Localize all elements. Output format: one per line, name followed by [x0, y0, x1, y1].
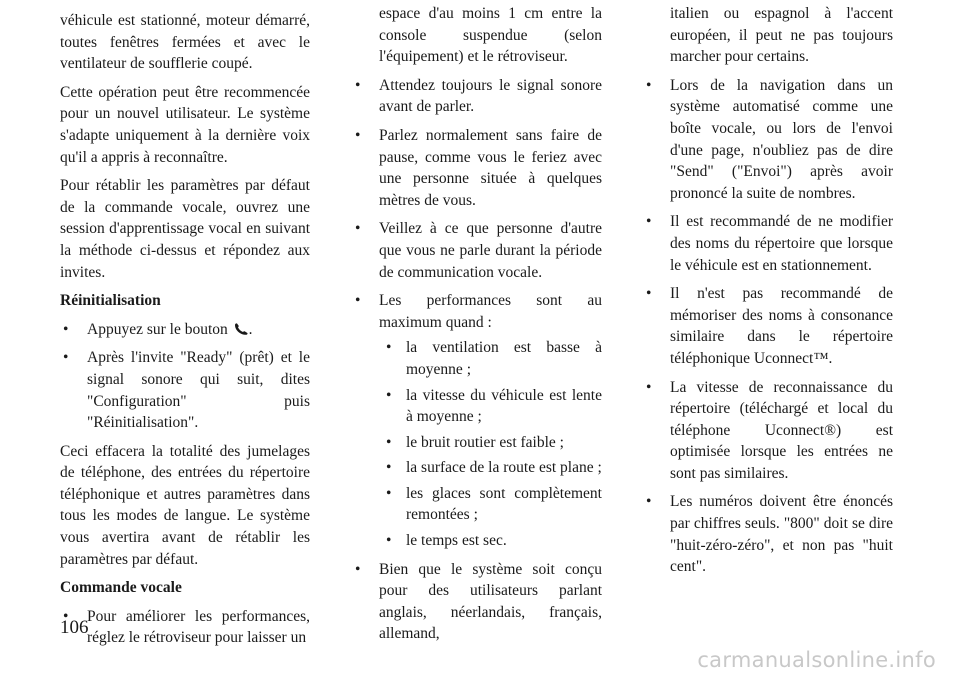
- list-item-text: Les performances sont au maximum quand :: [379, 292, 602, 331]
- list-item: • Les numéros doivent être énoncés par chiffres seuls. "800" doit se dire "huit-zéro-zéro", et non pas "huit cent".: [643, 491, 893, 577]
- phone-icon: [234, 320, 249, 332]
- sublist-item: • le temps est sec.: [379, 530, 602, 552]
- list-item: • Attendez toujours le signal sonore avant de parler.: [352, 75, 602, 118]
- sublist-item: • la vitesse du véhicule est lente à moyenne ;: [379, 385, 602, 428]
- page-number: 106: [60, 617, 89, 638]
- watermark: carmanualsonline.info: [697, 648, 936, 672]
- sublist-item: • les glaces sont complètement remontées ;: [379, 483, 602, 526]
- column-3: [643, 5, 893, 585]
- list-item: • Veillez à ce que personne d'autre que vous ne parle durant la période de communication vocale.: [352, 218, 602, 283]
- paragraph: Pour rétablir les paramètres par défaut de la commande vocale, ouvrez une session d'apprentissage vocal en suivant la méthode ci-dessus et répondez aux invites.: [60, 177, 310, 281]
- sublist-item: • la surface de la route est plane ;: [379, 457, 602, 479]
- section-heading-voice-command: Commande vocale: [60, 579, 182, 597]
- reset-steps-list: [60, 319, 310, 434]
- list-item-text: Appuyez sur le bouton: [87, 320, 228, 338]
- list-item: [352, 290, 602, 552]
- list-item: • La vitesse de reconnaissance du répertoire (téléchargé et local du téléphone Uconnect®) est optimisée lorsque les entrées ne sont pas similaires.: [643, 377, 893, 485]
- column-1: [60, 10, 310, 656]
- list-item: • Bien que le système soit conçu pour des utilisateurs parlant anglais, néerlandais, français, allemand,: [352, 559, 602, 645]
- sublist-item: • la ventilation est basse à moyenne ;: [379, 337, 602, 380]
- list-item: • Il est recommandé de ne modifier des noms du répertoire que lorsque le véhicule est en stationnement.: [643, 211, 893, 276]
- list-item-continuation: italien ou espagnol à l'accent européen, il peut ne pas toujours marcher pour certains.: [670, 5, 893, 66]
- list-item: • Parlez normalement sans faire de pause, comme vous le feriez avec une personne située à quelques mètres de vous.: [352, 125, 602, 211]
- list-item-continuation: espace d'au moins 1 cm entre la console suspendue (selon l'équipement) et le rétroviseur.: [379, 5, 602, 66]
- section-heading-reset: Réinitialisation: [60, 292, 161, 310]
- list-item: [60, 319, 310, 341]
- paragraph: véhicule est stationné, moteur démarré, toutes fenêtres fermées et avec le ventilateur de soufflerie coupé.: [60, 12, 310, 73]
- conditions-sublist: [379, 337, 602, 551]
- paragraph: Cette opération peut être recommencée pour un nouvel utilisateur. Le système s'adapte uniquement à la dernière voix qu'il a appris à reconnaître.: [60, 83, 310, 166]
- paragraph: Ceci effacera la totalité des jumelages de téléphone, des entrées du répertoire téléphonique et autres paramètres dans tous les modes de langue. Le système vous avertira avant de rétablir les paramètres par défaut.: [60, 442, 310, 568]
- voice-tips-list: [352, 3, 602, 645]
- list-item: • Après l'invite "Ready" (prêt) et le signal sonore qui suit, dites "Configuration" puis "Réinitialisation".: [60, 347, 310, 433]
- list-item: • Pour améliorer les performances, réglez le rétroviseur pour laisser un: [60, 606, 310, 649]
- voice-tips-list: [60, 606, 310, 649]
- list-item-text: .: [248, 320, 253, 338]
- voice-tips-list: [643, 3, 893, 578]
- column-2: [352, 5, 602, 652]
- list-item: • Il n'est pas recommandé de mémoriser des noms à consonance similaire dans le répertoire téléphonique Uconnect™.: [643, 283, 893, 369]
- list-item: • Lors de la navigation dans un système automatisé comme une boîte vocale, ou lors de l'envoi d'une page, n'oubliez pas de dire "Send" ("Envoi") après avoir prononcé la suite de nombres.: [643, 75, 893, 205]
- sublist-item: • le bruit routier est faible ;: [379, 432, 602, 454]
